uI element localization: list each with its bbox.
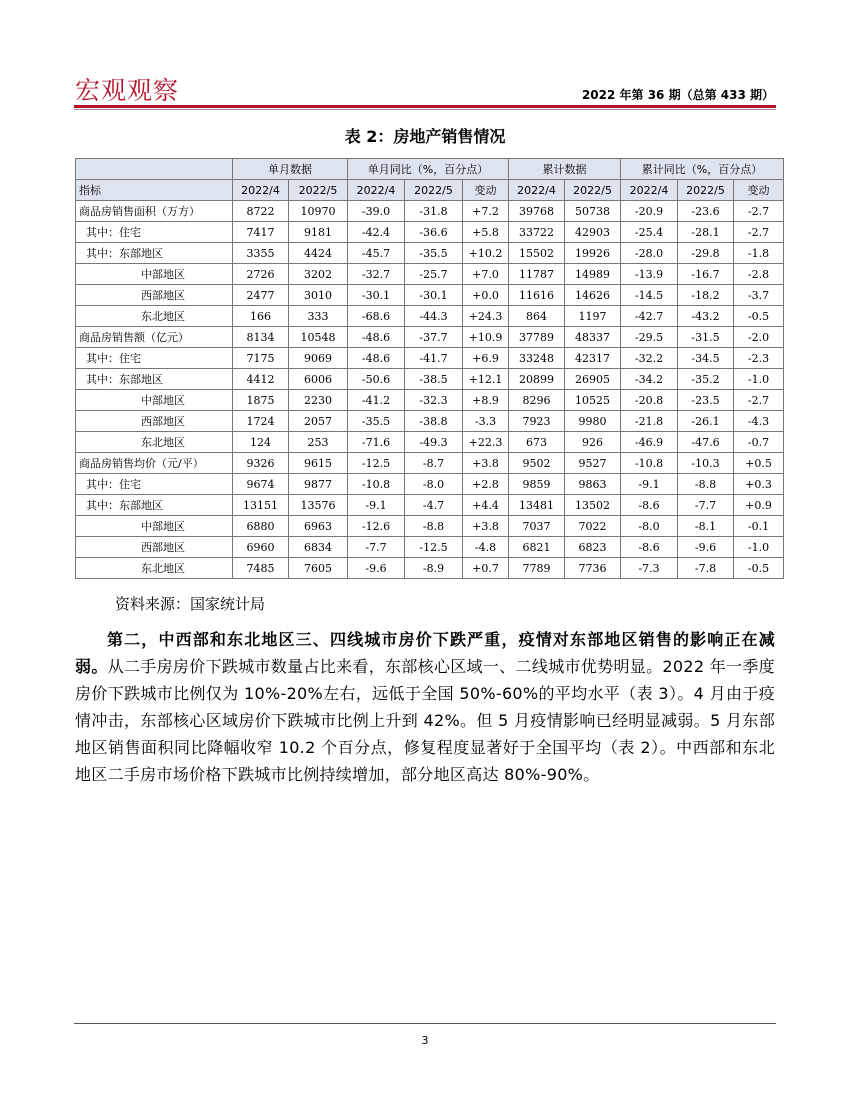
table-cell: 864 [509,306,565,327]
table-cell: 7022 [565,516,621,537]
table-cell: -20.9 [621,201,678,222]
table-cell: -3.7 [734,285,784,306]
table-cell: 2726 [233,264,289,285]
table-cell: 9980 [565,411,621,432]
table-cell: 10970 [289,201,348,222]
table-cell: -47.6 [678,432,734,453]
row-label: 西部地区 [76,411,233,432]
table-cell: 26905 [565,369,621,390]
table-cell: -41.2 [348,390,405,411]
table-cell: 2057 [289,411,348,432]
table-row [76,285,784,306]
table-cell: -49.3 [405,432,463,453]
table-cell: -23.6 [678,201,734,222]
table-cell: 9181 [289,222,348,243]
table-cell: -41.7 [405,348,463,369]
table-cell: -28.0 [621,243,678,264]
table-title: 表 2：房地产销售情况 [344,127,506,146]
table-cell: 8722 [233,201,289,222]
table-cell: 9877 [289,474,348,495]
table-cell: 7736 [565,558,621,579]
table-cell: 13502 [565,495,621,516]
table-cell: -12.6 [348,516,405,537]
row-label: 中部地区 [76,264,233,285]
table-cell: -8.6 [621,537,678,558]
table-cell: +0.7 [463,558,509,579]
table-cell: +7.2 [463,201,509,222]
table-cell: +6.9 [463,348,509,369]
table-cell: -10.8 [621,453,678,474]
table-cell: -8.0 [621,516,678,537]
table-cell: -7.7 [678,495,734,516]
table-sub-header-row [76,180,784,201]
table-cell: 13481 [509,495,565,516]
table-cell: +8.9 [463,390,509,411]
table-cell: -28.1 [678,222,734,243]
table-cell: -44.3 [405,306,463,327]
publication-title: 宏观观察 [75,76,180,105]
table-cell: -31.8 [405,201,463,222]
table-cell: -35.5 [405,243,463,264]
table-cell: -3.3 [463,411,509,432]
table-cell: +4.4 [463,495,509,516]
table-cell: 333 [289,306,348,327]
table-cell: -38.8 [405,411,463,432]
table-cell: -7.3 [621,558,678,579]
table-cell: 9069 [289,348,348,369]
row-label: 商品房销售均价（元/平） [76,453,233,474]
row-label: 东北地区 [76,558,233,579]
table-row [76,243,784,264]
table-row [76,201,784,222]
table-cell: 33722 [509,222,565,243]
table-cell: 2230 [289,390,348,411]
table-cell: 6963 [289,516,348,537]
table-cell: -8.8 [678,474,734,495]
table-cell: -8.1 [678,516,734,537]
table-cell: 9527 [565,453,621,474]
table-cell: -14.5 [621,285,678,306]
column-header: 2022/4 [348,180,405,201]
group-header: 单月数据 [233,159,348,180]
table-cell: -9.1 [621,474,678,495]
table-cell: 37789 [509,327,565,348]
column-header: 变动 [734,180,784,201]
table-cell: 7037 [509,516,565,537]
table-cell: 11616 [509,285,565,306]
table-cell: -37.7 [405,327,463,348]
table-cell: -2.0 [734,327,784,348]
table-cell: +10.2 [463,243,509,264]
table-cell: +0.9 [734,495,784,516]
group-header: 单月同比（%，百分点） [348,159,509,180]
table-cell: +24.3 [463,306,509,327]
table-body [76,201,784,579]
column-header: 变动 [463,180,509,201]
table-cell: 926 [565,432,621,453]
table-cell: -32.2 [621,348,678,369]
table-cell: +2.8 [463,474,509,495]
table-cell: 19926 [565,243,621,264]
table-cell: -25.7 [405,264,463,285]
table-row [76,369,784,390]
table-cell: 42317 [565,348,621,369]
data-source: 资料来源：国家统计局 [115,595,266,613]
table-cell: -1.0 [734,537,784,558]
table-cell: -4.3 [734,411,784,432]
table-cell: 1724 [233,411,289,432]
table-cell: -48.6 [348,327,405,348]
table-cell: 7605 [289,558,348,579]
table-cell: -12.5 [405,537,463,558]
table-cell: 7175 [233,348,289,369]
column-header: 2022/4 [233,180,289,201]
table-cell: 3202 [289,264,348,285]
table-cell: 253 [289,432,348,453]
table-group-header-row [76,159,784,180]
table-cell: 7789 [509,558,565,579]
table-cell: -46.9 [621,432,678,453]
table-cell: -2.7 [734,201,784,222]
table-row [76,327,784,348]
table-cell: 6823 [565,537,621,558]
table-cell: +0.5 [734,453,784,474]
table-cell: 14989 [565,264,621,285]
table-cell: -8.7 [405,453,463,474]
table-cell: -29.8 [678,243,734,264]
table-cell: -4.7 [405,495,463,516]
table-cell: 6821 [509,537,565,558]
table-cell: -43.2 [678,306,734,327]
table-cell: 4424 [289,243,348,264]
table-cell: 6880 [233,516,289,537]
table-cell: -2.3 [734,348,784,369]
table-cell: -50.6 [348,369,405,390]
row-label: 商品房销售额（亿元） [76,327,233,348]
table-cell: -34.2 [621,369,678,390]
table-cell: 6960 [233,537,289,558]
issue-number: 2022 年第 36 期（总第 433 期） [581,88,774,102]
row-label: 其中：东部地区 [76,369,233,390]
footer-divider [74,1023,776,1024]
column-header: 2022/4 [509,180,565,201]
table-cell: 3355 [233,243,289,264]
table-cell: 9615 [289,453,348,474]
table-cell: -36.6 [405,222,463,243]
table-cell: -0.1 [734,516,784,537]
table-row [76,516,784,537]
table-cell: -7.8 [678,558,734,579]
table-cell: -8.6 [621,495,678,516]
table-cell: -2.8 [734,264,784,285]
table-cell: -35.5 [348,411,405,432]
table-cell: -42.4 [348,222,405,243]
table-cell: +3.8 [463,453,509,474]
table-row [76,390,784,411]
header-divider [74,105,776,108]
table-cell: -30.1 [405,285,463,306]
table-cell: 8296 [509,390,565,411]
table-cell: -48.6 [348,348,405,369]
table-cell: -0.7 [734,432,784,453]
table-cell: 3010 [289,285,348,306]
table-cell: 8134 [233,327,289,348]
column-header: 2022/5 [678,180,734,201]
table-cell: +5.8 [463,222,509,243]
table-cell: 7923 [509,411,565,432]
table-row [76,306,784,327]
column-header: 2022/4 [621,180,678,201]
row-label: 商品房销售面积（万方） [76,201,233,222]
table-cell: 48337 [565,327,621,348]
table-cell: -4.8 [463,537,509,558]
row-label: 其中：东部地区 [76,243,233,264]
table-cell: -38.5 [405,369,463,390]
table-cell: 50738 [565,201,621,222]
table-cell: +0.0 [463,285,509,306]
table-cell: -42.7 [621,306,678,327]
table-cell: +22.3 [463,432,509,453]
table-cell: -9.6 [678,537,734,558]
table-cell: -29.5 [621,327,678,348]
table-cell: 4412 [233,369,289,390]
table-cell: +0.3 [734,474,784,495]
table-cell: -32.7 [348,264,405,285]
table-cell: +12.1 [463,369,509,390]
paragraph-text: 从二手房房价下跌城市数量占比来看，东部核心区域一、二线城市优势明显。2022 年一季度房价下跌城市比例仅为 10%-20%左右，远低于全国 50%-60%的平均水平（表 3）。4 月由于疫情冲击，东部核心区域房价下跌城市比例上升到 42%。但 5 月疫情影响已经明显减弱。5 月东部地区销售面积同比降幅收窄 10.2 个百分点，修复程度显著好于全国平均（表 2）。中西部和东北地区二手房市场价格下跌城市比例持续增加，部分地区高达 80%-90%。 [75,657,775,784]
table-cell: -26.1 [678,411,734,432]
table-cell: -0.5 [734,306,784,327]
table-row [76,432,784,453]
row-label: 西部地区 [76,285,233,306]
table-cell: 13576 [289,495,348,516]
table-cell: +7.0 [463,264,509,285]
table-cell: -35.2 [678,369,734,390]
table-cell: -16.7 [678,264,734,285]
table-row [76,264,784,285]
table-cell: 42903 [565,222,621,243]
table-cell: 124 [233,432,289,453]
table-cell: -68.6 [348,306,405,327]
table-cell: -32.3 [405,390,463,411]
table-cell: 9859 [509,474,565,495]
table-cell: -34.5 [678,348,734,369]
row-label: 其中：住宅 [76,222,233,243]
table-cell: 2477 [233,285,289,306]
table-cell: -8.8 [405,516,463,537]
table-cell: 6834 [289,537,348,558]
table-cell: -2.7 [734,222,784,243]
table-cell: -9.6 [348,558,405,579]
table-cell: -1.0 [734,369,784,390]
row-label: 中部地区 [76,390,233,411]
table-cell: 1197 [565,306,621,327]
table-row [76,558,784,579]
table-cell: 10525 [565,390,621,411]
table-cell: -2.7 [734,390,784,411]
row-label: 东北地区 [76,432,233,453]
table-row [76,411,784,432]
row-label: 其中：住宅 [76,474,233,495]
table-cell: 9863 [565,474,621,495]
table-row [76,495,784,516]
table-cell: -7.7 [348,537,405,558]
table-cell: 9326 [233,453,289,474]
table-cell: -39.0 [348,201,405,222]
table-cell: -10.3 [678,453,734,474]
table-cell: +10.9 [463,327,509,348]
table-cell: 7417 [233,222,289,243]
table-cell: 13151 [233,495,289,516]
table-row [76,348,784,369]
table-cell: -12.5 [348,453,405,474]
column-header: 2022/5 [289,180,348,201]
table-cell: -21.8 [621,411,678,432]
table-cell: 14626 [565,285,621,306]
paragraph-lead: 第二，中西部和东北地区三、四线城市房价下跌严重，疫情对东部地区销售的影响正在减弱。 [75,630,775,676]
table-row [76,453,784,474]
group-header: 累计同比（%，百分点） [621,159,784,180]
body-paragraph [75,626,775,788]
table-cell: 11787 [509,264,565,285]
table-cell: 9674 [233,474,289,495]
row-label: 其中：住宅 [76,348,233,369]
table-cell: -25.4 [621,222,678,243]
table-cell: 10548 [289,327,348,348]
table-cell: 39768 [509,201,565,222]
table-cell: 673 [509,432,565,453]
table-cell: 20899 [509,369,565,390]
table-cell: 7485 [233,558,289,579]
table-cell: -23.5 [678,390,734,411]
table-cell: -45.7 [348,243,405,264]
table-cell: 1875 [233,390,289,411]
table-cell: 6006 [289,369,348,390]
table-cell: -10.8 [348,474,405,495]
indicator-header: 指标 [76,180,233,201]
table-cell: -18.2 [678,285,734,306]
table-cell: +3.8 [463,516,509,537]
table-cell: 15502 [509,243,565,264]
table-cell: -13.9 [621,264,678,285]
table-cell: 33248 [509,348,565,369]
table-cell: -9.1 [348,495,405,516]
table-cell: -71.6 [348,432,405,453]
column-header: 2022/5 [405,180,463,201]
row-label: 西部地区 [76,537,233,558]
row-label: 中部地区 [76,516,233,537]
header-divider-thin [74,109,776,110]
table-cell: -30.1 [348,285,405,306]
table-cell: 9502 [509,453,565,474]
table-cell: -8.9 [405,558,463,579]
page-number: 3 [421,1034,429,1047]
table-row [76,474,784,495]
sales-table [75,158,784,579]
row-label: 其中：东部地区 [76,495,233,516]
row-label: 东北地区 [76,306,233,327]
column-header: 2022/5 [565,180,621,201]
table-cell: 166 [233,306,289,327]
table-cell: -20.8 [621,390,678,411]
table-cell: -31.5 [678,327,734,348]
table-cell: -1.8 [734,243,784,264]
table-row [76,222,784,243]
table-row [76,537,784,558]
table-cell: -0.5 [734,558,784,579]
table-corner-cell [76,159,233,180]
table-cell: -8.0 [405,474,463,495]
group-header: 累计数据 [509,159,621,180]
